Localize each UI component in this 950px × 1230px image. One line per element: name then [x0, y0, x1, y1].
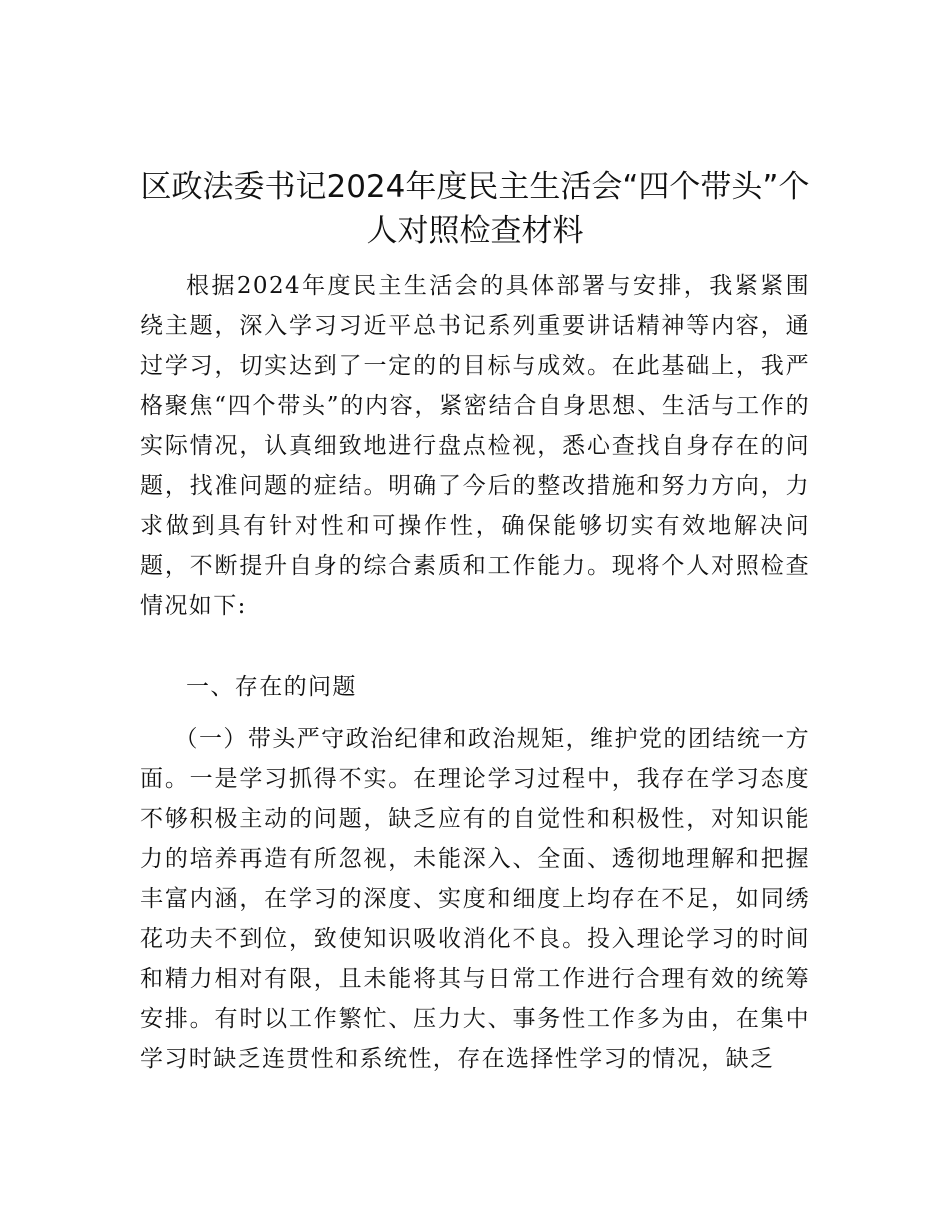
section-heading: 一、存在的问题 — [186, 674, 357, 700]
body-paragraph: （一）带头严守政治纪律和政治规矩，维护党的团结统一方面。一是学习抓得不实。在理论学习过程中，我存在学习态度不够积极主动的问题，缺乏应有的自觉性和积极性，对知识能力的培养再造有所忽视，未能深入、全面、透彻地理解和把握丰富内涵，在学习的深度、实度和细度上均存在不足，如同绣花功夫不到位，致使知识吸收消化不良。投入理论学习的时间和精力相对有限，且未能将其与日常工作进行合理有效的统筹安排。有时以工作繁忙、压力大、事务性工作多为由，在集中学习时缺乏连贯性和系统性，存在选择性学习的情况，缺乏 — [140, 726, 810, 1072]
intro-paragraph: 根据2024年度民主生活会的具体部署与安排，我紧紧围绕主题，深入学习习近平总书记系列重要讲话精神等内容，通过学习，切实达到了一定的的目标与成效。在此基础上，我严格聚焦“四个带头”的内容，紧密结合自身思想、生活与工作的实际情况，认真细致地进行盘点检视，悉心查找自身存在的问题，找准问题的症结。明确了今后的整改措施和努力方向，力求做到具有针对性和可操作性，确保能够切实有效地解决问题，不断提升自身的综合素质和工作能力。现将个人对照检查情况如下: — [140, 273, 810, 619]
document-title: 区政法委书记2024年度民主生活会“四个带头”个人对照检查材料 — [140, 169, 810, 249]
